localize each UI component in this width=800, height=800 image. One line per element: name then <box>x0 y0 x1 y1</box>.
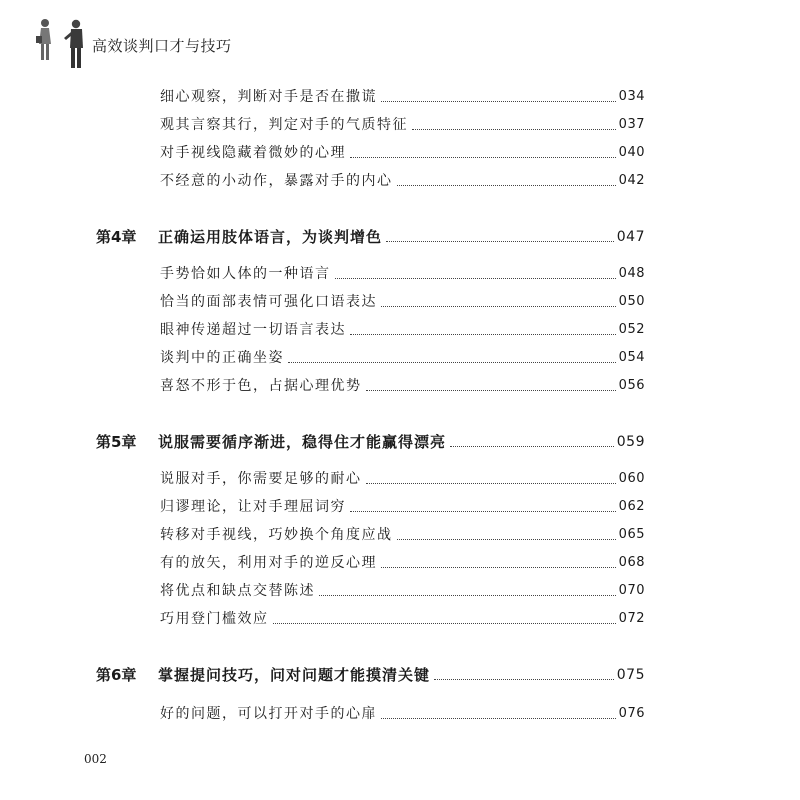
toc-entry-title: 将优点和缺点交替陈述 <box>160 583 315 599</box>
dot-leader <box>450 445 614 447</box>
toc-entry[interactable] <box>160 705 645 723</box>
toc-entry[interactable] <box>160 144 645 162</box>
dot-leader <box>381 566 616 568</box>
dot-leader <box>397 184 616 186</box>
toc-entry-title: 不经意的小动作，暴露对手的内心 <box>160 173 393 189</box>
toc-entry-title: 巧用登门槛效应 <box>160 611 269 627</box>
toc-entry[interactable] <box>160 116 645 134</box>
toc-entry[interactable] <box>160 172 645 190</box>
toc-page-number: 068 <box>618 555 645 570</box>
dot-leader <box>397 538 616 540</box>
toc-entry[interactable] <box>160 498 645 516</box>
dot-leader <box>434 678 614 680</box>
toc-page-number: 059 <box>616 434 645 450</box>
toc-entry-title: 归谬理论，让对手理屈词穷 <box>160 499 346 515</box>
toc-entry[interactable] <box>160 377 645 395</box>
toc-entry[interactable] <box>160 265 645 283</box>
toc-page-number: 054 <box>618 350 645 365</box>
toc-page-number: 072 <box>618 611 645 626</box>
dot-leader <box>350 156 616 158</box>
dot-leader <box>366 389 616 391</box>
dot-leader <box>381 717 616 719</box>
toc-entry-title: 手势恰如人体的一种语言 <box>160 266 331 282</box>
toc-page-number: 047 <box>616 229 645 245</box>
toc-page-number: 040 <box>618 145 645 160</box>
toc-page-number: 048 <box>618 266 645 281</box>
toc-entry-title: 细心观察，判断对手是否在撒谎 <box>160 89 377 105</box>
toc-page-number: 062 <box>618 499 645 514</box>
running-title: 高效谈判口才与技巧 <box>92 37 232 55</box>
dot-leader <box>350 510 616 512</box>
dot-leader <box>381 305 616 307</box>
dot-leader <box>335 277 616 279</box>
toc-entry[interactable] <box>160 470 645 488</box>
chapter-number: 第6章 <box>96 666 137 684</box>
toc-page-number: 070 <box>618 583 645 598</box>
toc-entry-title: 转移对手视线，巧妙换个角度应战 <box>160 527 393 543</box>
chapter-title: 正确运用肢体语言，为谈判增色 <box>158 228 383 246</box>
toc-page-number: 037 <box>618 117 645 132</box>
toc-entry-title: 眼神传递超过一切语言表达 <box>160 322 346 338</box>
toc-entry[interactable] <box>160 293 645 311</box>
chapter-title: 说服需要循序渐进，稳得住才能赢得漂亮 <box>158 433 447 451</box>
toc-chapter-heading[interactable] <box>96 433 645 451</box>
toc-entry-title: 好的问题，可以打开对手的心扉 <box>160 706 377 722</box>
toc-page-number: 052 <box>618 322 645 337</box>
toc-page-number: 075 <box>616 667 645 683</box>
toc-chapter-heading[interactable] <box>96 666 645 684</box>
dot-leader <box>319 594 616 596</box>
toc-entry[interactable] <box>160 610 645 628</box>
toc-entry-title: 恰当的面部表情可强化口语表达 <box>160 294 377 310</box>
dot-leader <box>366 482 616 484</box>
dot-leader <box>386 240 614 242</box>
toc-page-number: 050 <box>618 294 645 309</box>
dot-leader <box>288 361 616 363</box>
toc-entry-title: 有的放矢，利用对手的逆反心理 <box>160 555 377 571</box>
toc-page-number: 034 <box>618 89 645 104</box>
toc-page-number: 056 <box>618 378 645 393</box>
toc-entry-title: 观其言察其行，判定对手的气质特征 <box>160 117 408 133</box>
page-folio-number: 002 <box>84 752 107 766</box>
toc-page-number: 065 <box>618 527 645 542</box>
toc-page-number: 042 <box>618 173 645 188</box>
toc-entry[interactable] <box>160 88 645 106</box>
dot-leader <box>273 622 616 624</box>
toc-entry[interactable] <box>160 554 645 572</box>
toc-entry[interactable] <box>160 349 645 367</box>
chapter-number: 第4章 <box>96 228 137 246</box>
toc-entry[interactable] <box>160 582 645 600</box>
toc-entry-title: 谈判中的正确坐姿 <box>160 350 284 366</box>
dot-leader <box>412 128 616 130</box>
toc-entry-title: 对手视线隐藏着微妙的心理 <box>160 145 346 161</box>
toc-page-number: 076 <box>618 706 645 721</box>
toc-entry[interactable] <box>160 321 645 339</box>
toc-chapter-heading[interactable] <box>96 228 645 246</box>
toc-entry[interactable] <box>160 526 645 544</box>
chapter-title: 掌握提问技巧，问对问题才能摸清关键 <box>158 666 431 684</box>
toc-entry-title: 喜怒不形于色，占据心理优势 <box>160 378 362 394</box>
dot-leader <box>381 100 616 102</box>
dot-leader <box>350 333 616 335</box>
toc-page-number: 060 <box>618 471 645 486</box>
toc-entry-title: 说服对手，你需要足够的耐心 <box>160 471 362 487</box>
chapter-number: 第5章 <box>96 433 137 451</box>
